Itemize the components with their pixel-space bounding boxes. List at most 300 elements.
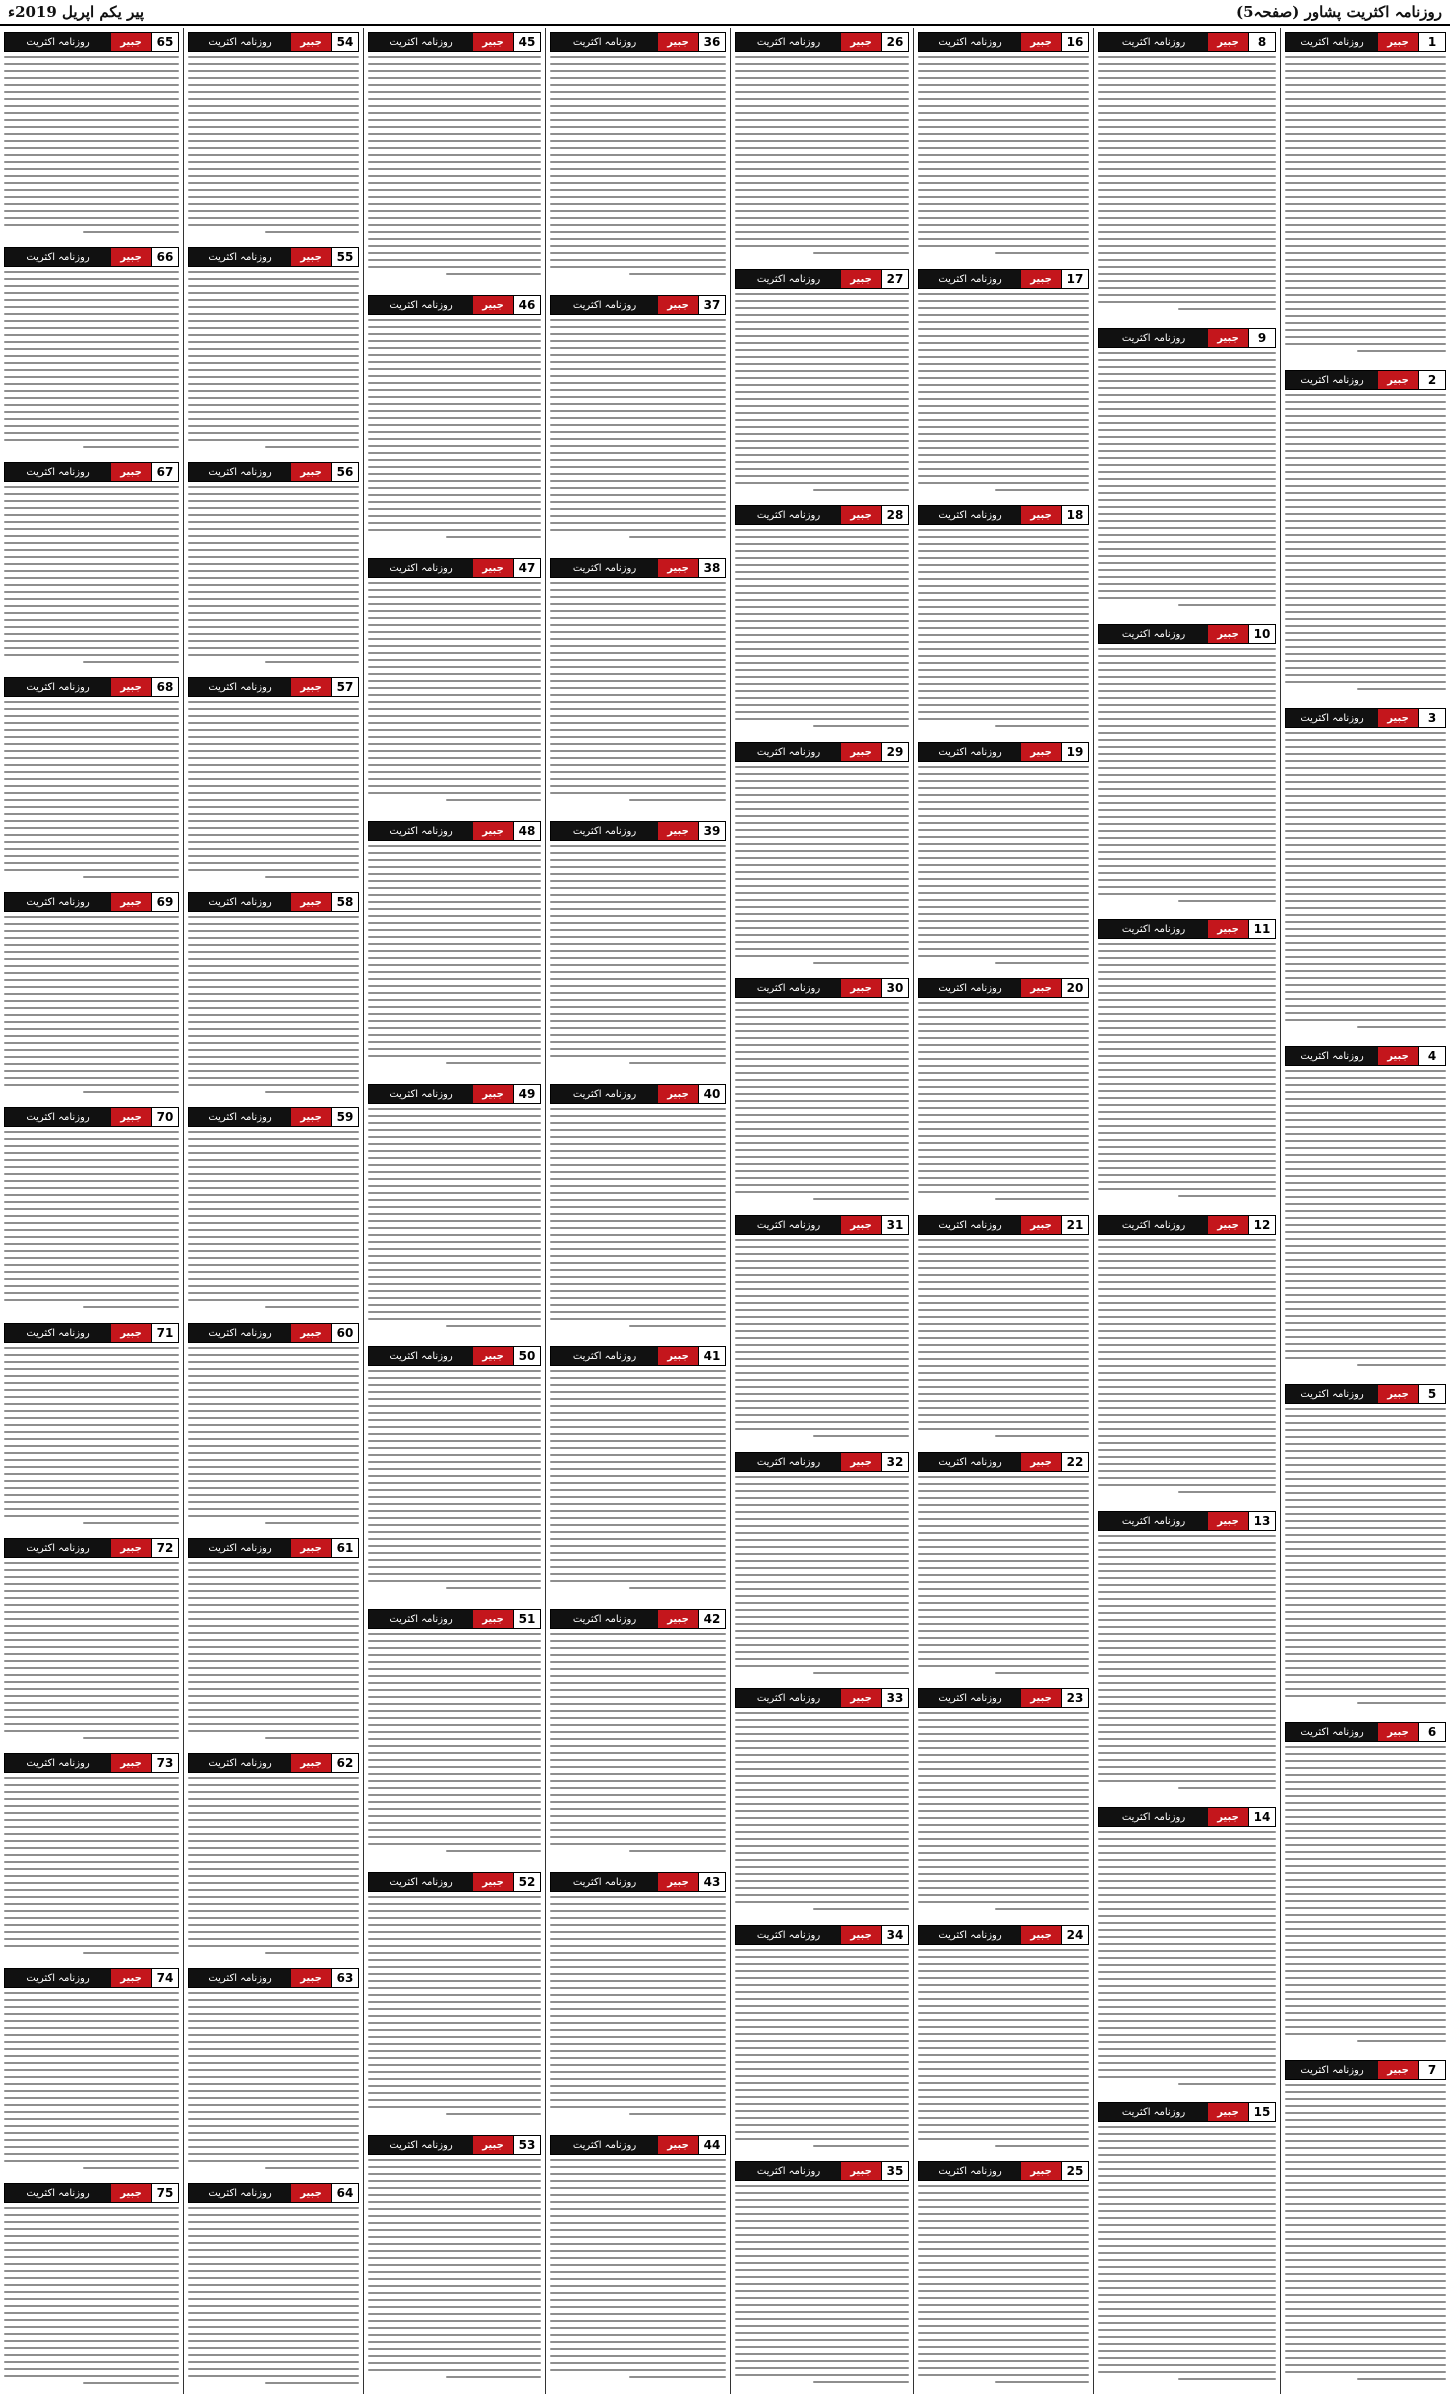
article-28 xyxy=(735,505,909,734)
article-body-text xyxy=(1098,2126,1276,2388)
article-header xyxy=(1285,1046,1446,1066)
article-body-text xyxy=(1098,1831,1276,2093)
article-number: 29 xyxy=(881,743,908,761)
article-33 xyxy=(735,1688,909,1917)
article-header xyxy=(735,742,909,762)
section-label: روزنامہ اکثریت xyxy=(189,893,291,911)
brand-badge: جبیر xyxy=(1021,33,1061,51)
article-body-text xyxy=(918,1949,1089,2152)
article-number: 51 xyxy=(513,1610,540,1628)
article-body-text xyxy=(735,1712,909,1915)
section-label: روزنامہ اکثریت xyxy=(551,1085,658,1103)
article-8 xyxy=(1098,32,1276,320)
brand-badge: جبیر xyxy=(658,1085,698,1103)
article-body-text xyxy=(1098,352,1276,614)
section-label: روزنامہ اکثریت xyxy=(189,1324,291,1342)
brand-badge: جبیر xyxy=(841,743,881,761)
article-header xyxy=(550,1346,726,1366)
article-number: 9 xyxy=(1248,329,1275,347)
article-15 xyxy=(1098,2102,1276,2390)
article-29 xyxy=(735,742,909,971)
article-body-text xyxy=(735,56,909,259)
article-number: 47 xyxy=(513,559,540,577)
article-body-text xyxy=(1098,648,1276,910)
article-number: 75 xyxy=(151,2184,178,2202)
article-7 xyxy=(1285,2060,1446,2390)
column-4 xyxy=(545,28,730,2394)
article-header xyxy=(550,295,726,315)
brand-badge: جبیر xyxy=(473,33,513,51)
brand-badge: جبیر xyxy=(291,248,331,266)
article-38 xyxy=(550,558,726,813)
section-label: روزنامہ اکثریت xyxy=(736,979,841,997)
brand-badge: جبیر xyxy=(841,506,881,524)
article-body-text xyxy=(735,2185,909,2388)
section-label: روزنامہ اکثریت xyxy=(5,1754,111,1772)
article-header xyxy=(1098,2102,1276,2122)
section-label: روزنامہ اکثریت xyxy=(5,1108,111,1126)
article-body-text xyxy=(4,1777,179,1958)
article-header xyxy=(188,677,359,697)
brand-badge: جبیر xyxy=(1378,371,1418,389)
article-body-text xyxy=(550,2159,726,2388)
brand-badge: جبیر xyxy=(1208,33,1248,51)
brand-badge: جبیر xyxy=(473,296,513,314)
brand-badge: جبیر xyxy=(473,2136,513,2154)
article-header xyxy=(735,505,909,525)
article-body-text xyxy=(368,1108,541,1337)
section-label: روزنامہ اکثریت xyxy=(1099,1216,1208,1234)
article-header xyxy=(1285,32,1446,52)
article-3 xyxy=(1285,708,1446,1038)
article-64 xyxy=(188,2183,359,2390)
section-label: روزنامہ اکثریت xyxy=(1099,33,1208,51)
article-number: 41 xyxy=(698,1347,725,1365)
brand-badge: جبیر xyxy=(841,33,881,51)
article-12 xyxy=(1098,1215,1276,1503)
brand-badge: جبیر xyxy=(291,2184,331,2202)
brand-badge: جبیر xyxy=(111,1754,151,1772)
article-number: 19 xyxy=(1061,743,1088,761)
article-header xyxy=(1098,624,1276,644)
section-label: روزنامہ اکثریت xyxy=(1099,329,1208,347)
article-header xyxy=(368,32,541,52)
section-label: روزنامہ اکثریت xyxy=(5,678,111,696)
article-header xyxy=(368,558,541,578)
article-header xyxy=(550,1609,726,1629)
article-header xyxy=(1098,1215,1276,1235)
paper-title: روزنامہ اکثریت پشاور (صفحہ5) xyxy=(1235,3,1442,21)
article-number: 67 xyxy=(151,463,178,481)
article-header xyxy=(918,2161,1089,2181)
brand-badge: جبیر xyxy=(291,678,331,696)
article-number: 52 xyxy=(513,1873,540,1891)
article-header xyxy=(368,295,541,315)
article-header xyxy=(550,558,726,578)
article-23 xyxy=(918,1688,1089,1917)
article-header xyxy=(1285,708,1446,728)
article-header xyxy=(735,2161,909,2181)
brand-badge: جبیر xyxy=(1021,1689,1061,1707)
brand-badge: جبیر xyxy=(658,822,698,840)
brand-badge: جبیر xyxy=(658,2136,698,2154)
article-19 xyxy=(918,742,1089,971)
article-header xyxy=(1098,32,1276,52)
section-label: روزنامہ اکثریت xyxy=(1286,1723,1378,1741)
column-5 xyxy=(730,28,913,2394)
article-number: 14 xyxy=(1248,1808,1275,1826)
section-label: روزنامہ اکثریت xyxy=(189,248,291,266)
section-label: روزنامہ اکثریت xyxy=(369,1085,473,1103)
brand-badge: جبیر xyxy=(1021,270,1061,288)
article-number: 49 xyxy=(513,1085,540,1103)
article-body-text xyxy=(918,1712,1089,1915)
article-body-text xyxy=(1098,1535,1276,1797)
article-58 xyxy=(188,892,359,1099)
article-body-text xyxy=(1285,732,1446,1036)
article-number: 65 xyxy=(151,33,178,51)
brand-badge: جبیر xyxy=(1378,1723,1418,1741)
section-label: روزنامہ اکثریت xyxy=(1286,1385,1378,1403)
brand-badge: جبیر xyxy=(658,1873,698,1891)
article-body-text xyxy=(4,701,179,882)
brand-badge: جبیر xyxy=(111,463,151,481)
article-number: 24 xyxy=(1061,1926,1088,1944)
brand-badge: جبیر xyxy=(291,1539,331,1557)
section-label: روزنامہ اکثریت xyxy=(551,33,658,51)
article-20 xyxy=(918,978,1089,1207)
article-header xyxy=(918,505,1089,525)
article-header xyxy=(188,1753,359,1773)
article-body-text xyxy=(1285,2084,1446,2388)
article-body-text xyxy=(918,56,1089,259)
article-number: 40 xyxy=(698,1085,725,1103)
section-label: روزنامہ اکثریت xyxy=(1286,1047,1378,1065)
brand-badge: جبیر xyxy=(473,1610,513,1628)
article-number: 26 xyxy=(881,33,908,51)
brand-badge: جبیر xyxy=(841,1453,881,1471)
article-body-text xyxy=(550,582,726,811)
article-header xyxy=(4,1753,179,1773)
section-label: روزنامہ اکثریت xyxy=(189,1539,291,1557)
article-body-text xyxy=(550,1896,726,2125)
brand-badge: جبیر xyxy=(1378,2061,1418,2079)
brand-badge: جبیر xyxy=(1021,1453,1061,1471)
section-label: روزنامہ اکثریت xyxy=(189,2184,291,2202)
article-header xyxy=(4,1107,179,1127)
article-36 xyxy=(550,32,726,287)
article-body-text xyxy=(918,1002,1089,1205)
section-label: روزنامہ اکثریت xyxy=(369,296,473,314)
column-7 xyxy=(1093,28,1280,2394)
article-header xyxy=(735,978,909,998)
section-label: روزنامہ اکثریت xyxy=(551,822,658,840)
article-body-text xyxy=(550,56,726,285)
article-number: 15 xyxy=(1248,2103,1275,2121)
article-body-text xyxy=(188,486,359,667)
section-label: روزنامہ اکثریت xyxy=(369,33,473,51)
section-label: روزنامہ اکثریت xyxy=(189,463,291,481)
section-label: روزنامہ اکثریت xyxy=(551,1347,658,1365)
article-body-text xyxy=(735,1239,909,1442)
article-45 xyxy=(368,32,541,287)
article-73 xyxy=(4,1753,179,1960)
article-body-text xyxy=(188,2207,359,2388)
article-body-text xyxy=(4,271,179,452)
section-label: روزنامہ اکثریت xyxy=(1099,920,1208,938)
article-25 xyxy=(918,2161,1089,2390)
article-13 xyxy=(1098,1511,1276,1799)
section-label: روزنامہ اکثریت xyxy=(736,33,841,51)
article-header xyxy=(188,1538,359,1558)
article-body-text xyxy=(918,766,1089,969)
article-number: 32 xyxy=(881,1453,908,1471)
article-9 xyxy=(1098,328,1276,616)
section-label: روزنامہ اکثریت xyxy=(736,1689,841,1707)
article-number: 62 xyxy=(331,1754,358,1772)
brand-badge: جبیر xyxy=(291,1108,331,1126)
article-header xyxy=(1098,1511,1276,1531)
brand-badge: جبیر xyxy=(1378,33,1418,51)
article-header xyxy=(918,1452,1089,1472)
article-number: 36 xyxy=(698,33,725,51)
article-47 xyxy=(368,558,541,813)
article-columns xyxy=(0,28,1450,2394)
brand-badge: جبیر xyxy=(1378,709,1418,727)
article-number: 39 xyxy=(698,822,725,840)
brand-badge: جبیر xyxy=(111,1108,151,1126)
column-1 xyxy=(0,28,183,2394)
article-body-text xyxy=(1285,394,1446,698)
article-header xyxy=(4,2183,179,2203)
article-header xyxy=(550,821,726,841)
article-body-text xyxy=(1098,1239,1276,1501)
article-40 xyxy=(550,1084,726,1339)
article-35 xyxy=(735,2161,909,2390)
article-number: 64 xyxy=(331,2184,358,2202)
article-5 xyxy=(1285,1384,1446,1714)
article-body-text xyxy=(188,1347,359,1528)
article-24 xyxy=(918,1925,1089,2154)
article-number: 22 xyxy=(1061,1453,1088,1471)
article-body-text xyxy=(188,1992,359,2173)
article-body-text xyxy=(735,1002,909,1205)
brand-badge: جبیر xyxy=(473,1085,513,1103)
article-number: 11 xyxy=(1248,920,1275,938)
article-number: 73 xyxy=(151,1754,178,1772)
article-number: 60 xyxy=(331,1324,358,1342)
article-body-text xyxy=(368,582,541,811)
article-header xyxy=(188,1968,359,1988)
brand-badge: جبیر xyxy=(291,463,331,481)
brand-badge: جبیر xyxy=(111,1969,151,1987)
article-header xyxy=(4,677,179,697)
article-26 xyxy=(735,32,909,261)
article-49 xyxy=(368,1084,541,1339)
section-label: روزنامہ اکثریت xyxy=(5,33,111,51)
brand-badge: جبیر xyxy=(473,559,513,577)
article-48 xyxy=(368,821,541,1076)
article-body-text xyxy=(1098,943,1276,1205)
article-header xyxy=(188,462,359,482)
section-label: روزنامہ اکثریت xyxy=(1099,1512,1208,1530)
article-72 xyxy=(4,1538,179,1745)
section-label: روزنامہ اکثریت xyxy=(5,2184,111,2202)
article-32 xyxy=(735,1452,909,1681)
article-body-text xyxy=(1285,1746,1446,2050)
brand-badge: جبیر xyxy=(291,1969,331,1987)
article-27 xyxy=(735,269,909,498)
article-header xyxy=(4,892,179,912)
article-4 xyxy=(1285,1046,1446,1376)
article-header xyxy=(1098,1807,1276,1827)
brand-badge: جبیر xyxy=(841,1689,881,1707)
article-number: 37 xyxy=(698,296,725,314)
article-71 xyxy=(4,1323,179,1530)
article-70 xyxy=(4,1107,179,1314)
article-number: 8 xyxy=(1248,33,1275,51)
section-label: روزنامہ اکثریت xyxy=(189,33,291,51)
article-body-text xyxy=(550,1370,726,1599)
article-11 xyxy=(1098,919,1276,1207)
brand-badge: جبیر xyxy=(658,1347,698,1365)
article-body-text xyxy=(918,2185,1089,2388)
article-number: 31 xyxy=(881,1216,908,1234)
article-16 xyxy=(918,32,1089,261)
article-header xyxy=(918,1688,1089,1708)
article-header xyxy=(188,1323,359,1343)
article-44 xyxy=(550,2135,726,2390)
article-22 xyxy=(918,1452,1089,1681)
brand-badge: جبیر xyxy=(841,270,881,288)
article-header xyxy=(188,32,359,52)
article-number: 58 xyxy=(331,893,358,911)
article-number: 45 xyxy=(513,33,540,51)
brand-badge: جبیر xyxy=(1021,2162,1061,2180)
brand-badge: جبیر xyxy=(1021,506,1061,524)
article-body-text xyxy=(1285,56,1446,360)
article-number: 71 xyxy=(151,1324,178,1342)
article-header xyxy=(368,821,541,841)
brand-badge: جبیر xyxy=(291,1754,331,1772)
section-label: روزنامہ اکثریت xyxy=(189,1754,291,1772)
article-number: 5 xyxy=(1418,1385,1445,1403)
article-header xyxy=(4,1968,179,1988)
article-body-text xyxy=(1285,1408,1446,1712)
brand-badge: جبیر xyxy=(658,1610,698,1628)
article-61 xyxy=(188,1538,359,1745)
article-66 xyxy=(4,247,179,454)
section-label: روزنامہ اکثریت xyxy=(1099,625,1208,643)
brand-badge: جبیر xyxy=(1208,625,1248,643)
article-header xyxy=(1098,328,1276,348)
article-body-text xyxy=(188,56,359,237)
section-label: روزنامہ اکثریت xyxy=(369,822,473,840)
article-number: 74 xyxy=(151,1969,178,1987)
section-label: روزنامہ اکثریت xyxy=(919,1216,1021,1234)
article-51 xyxy=(368,1609,541,1864)
article-number: 18 xyxy=(1061,506,1088,524)
brand-badge: جبیر xyxy=(1208,2103,1248,2121)
brand-badge: جبیر xyxy=(841,979,881,997)
article-body-text xyxy=(550,1633,726,1862)
article-body-text xyxy=(550,845,726,1074)
article-header xyxy=(735,1925,909,1945)
article-number: 56 xyxy=(331,463,358,481)
brand-badge: جبیر xyxy=(841,2162,881,2180)
article-body-text xyxy=(188,701,359,882)
article-body-text xyxy=(368,1370,541,1599)
article-number: 25 xyxy=(1061,2162,1088,2180)
section-label: روزنامہ اکثریت xyxy=(1286,2061,1378,2079)
article-body-text xyxy=(188,916,359,1097)
article-header xyxy=(4,247,179,267)
article-header xyxy=(735,1688,909,1708)
article-number: 70 xyxy=(151,1108,178,1126)
article-header xyxy=(4,32,179,52)
article-34 xyxy=(735,1925,909,2154)
section-label: روزنامہ اکثریت xyxy=(5,1324,111,1342)
article-number: 3 xyxy=(1418,709,1445,727)
section-label: روزنامہ اکثریت xyxy=(919,743,1021,761)
article-number: 48 xyxy=(513,822,540,840)
brand-badge: جبیر xyxy=(111,1324,151,1342)
article-number: 23 xyxy=(1061,1689,1088,1707)
article-header xyxy=(368,1872,541,1892)
article-number: 4 xyxy=(1418,1047,1445,1065)
section-label: روزنامہ اکثریت xyxy=(189,678,291,696)
article-header xyxy=(918,269,1089,289)
article-number: 46 xyxy=(513,296,540,314)
article-57 xyxy=(188,677,359,884)
article-header xyxy=(188,2183,359,2203)
brand-badge: جبیر xyxy=(841,1926,881,1944)
article-body-text xyxy=(1285,1070,1446,1374)
section-label: روزنامہ اکثریت xyxy=(551,2136,658,2154)
article-number: 69 xyxy=(151,893,178,911)
article-body-text xyxy=(368,56,541,285)
article-60 xyxy=(188,1323,359,1530)
article-number: 72 xyxy=(151,1539,178,1557)
section-label: روزنامہ اکثریت xyxy=(189,1969,291,1987)
article-21 xyxy=(918,1215,1089,1444)
brand-badge: جبیر xyxy=(1208,920,1248,938)
article-37 xyxy=(550,295,726,550)
brand-badge: جبیر xyxy=(111,1539,151,1557)
article-body-text xyxy=(188,1562,359,1743)
article-number: 27 xyxy=(881,270,908,288)
brand-badge: جبیر xyxy=(111,248,151,266)
section-label: روزنامہ اکثریت xyxy=(5,248,111,266)
section-label: روزنامہ اکثریت xyxy=(369,2136,473,2154)
article-header xyxy=(918,1925,1089,1945)
brand-badge: جبیر xyxy=(1378,1385,1418,1403)
brand-badge: جبیر xyxy=(1208,1216,1248,1234)
article-header xyxy=(4,1538,179,1558)
article-54 xyxy=(188,32,359,239)
column-2 xyxy=(183,28,363,2394)
section-label: روزنامہ اکثریت xyxy=(919,1453,1021,1471)
article-number: 43 xyxy=(698,1873,725,1891)
article-body-text xyxy=(368,2159,541,2388)
article-62 xyxy=(188,1753,359,1960)
article-body-text xyxy=(4,2207,179,2388)
section-label: روزنامہ اکثریت xyxy=(189,1108,291,1126)
section-label: روزنامہ اکثریت xyxy=(551,1873,658,1891)
article-1 xyxy=(1285,32,1446,362)
article-number: 17 xyxy=(1061,270,1088,288)
article-header xyxy=(188,892,359,912)
